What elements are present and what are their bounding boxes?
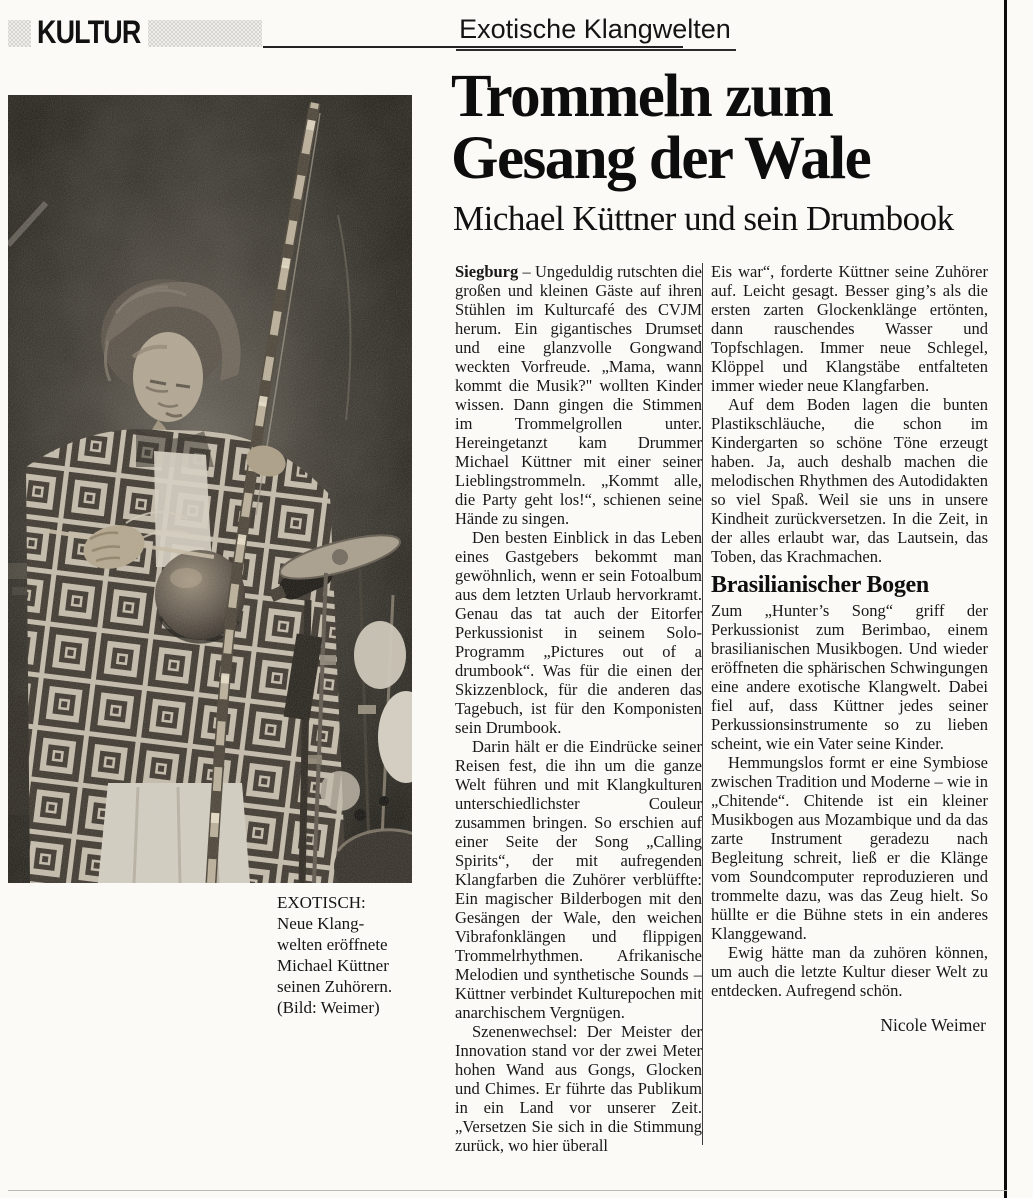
paragraph: Hemmungslos formt er eine Symbiose zwischen Tradition und Moderne – wie in „Chitende“. Chitende ist ein kleiner Musikbogen aus Mozambique und da das zarte Instrument geradezu nach Begleitung schreit, ließ er die Klänge vom Soundcomputer reproduzieren und trommelte dazu, was das Zeug hielt. So hüllte er die Bühne stets in ein anderes Klanggewand. [711,753,988,943]
paragraph: Zum „Hunter’s Song“ griff der Perkussionist zum Berimbao, einem brasilianischen Musikbogen. Und wieder eröffneten die sphärischen Schwingungen eine andere exotische Klangwelt. Dabei fiel auf, dass Küttner jedes seiner Perkussionsinstrumente so zu lieben scheint, wie ein Vater seine Kinder. [711,601,988,753]
dateline: Siegburg [455,262,519,281]
byline: Nicole Weimer [880,1015,986,1035]
headline-line-2: Gesang der Wale [451,125,871,193]
paragraph: Darin hält er die Eindrücke seiner Reisen fest, die ihn um die ganze Welt führen und mit Klangkulturen unterschiedlichster Couleur zusammen bringen. So erschien auf einer Seite der Song „Calling Spirits“, der mit aufregenden Klangfarben die Zuhörer verblüffte: Ein magischer Bilderbogen mit den Gesängen der Wale, den weichen Vibrafonklängen und flippigen Trommelrhythmen. Afrikanische Melodien und synthetische Sounds – Küttner verbindet Kulturepochen mit anarchischem Vergnügen. [455,737,702,1022]
crosshead: Brasilianischer Bogen [711,572,929,598]
caption-line: seinen Zuhörern. [277,977,393,996]
caption-line: welten eröffnete [277,935,388,954]
photo-caption [277,892,427,1018]
halftone-bar [148,20,262,47]
paragraph: Ewig hätte man da zuhören können, um auch die letzte Kultur dieser Welt zu entdecken. Aufregend schön. [711,943,988,1000]
page-edge-rule [1004,0,1007,1198]
column-divider [702,263,703,1145]
deck: Michael Küttner und sein Drumbook [453,199,954,238]
paragraph-lead [455,262,702,528]
paragraph: Eis war“, forderte Küttner seine Zuhörer auf. Leicht gesagt. Besser ging’s als die ersten zarten Glockenklänge ertönten, dann rauschendes Wasser und Topfschlagen. Immer neue Schlegel, Klöppel und Klangstäbe entfalteten immer wieder neue Klangfarben. [711,262,988,395]
paragraph: Szenenwechsel: Der Meister der Innovation stand vor der zwei Meter hohen Wand aus Gongs, Glocken und Chimes. Er führte das Publikum in ein Land vor unserer Zeit. „Versetzen Sie sich in die Stimmung zurück, wo hier überall [455,1022,702,1155]
article-photo [8,95,412,883]
paragraph: Auf dem Boden lagen die bunten Plastikschläuche, die schon im Kindergarten so schöne Töne erzeugt haben. Ja, auch deshalb machen die melodischen Rhythmen des Autodidakten so viel Spaß. Weil sie uns in unsere Kindheit zurückversetzen. In die Zeit, in der alles erlaubt war, das Lautsein, das Toben, das Krachmachen. [711,395,988,566]
headline [451,63,1011,193]
body-column-1 [455,262,702,1155]
masthead-rule [263,46,683,48]
bottom-rule [8,1190,1007,1191]
stage-photo-illustration [8,95,412,883]
kicker-underline [456,49,736,51]
caption-line: Neue Klang- [277,914,365,933]
body-column-2 [711,262,988,1035]
halftone-square [8,20,31,47]
paragraph: Den besten Einblick in das Leben eines Gastgebers bekommt man gewöhnlich, wenn er sein Fotoalbum aus dem letzten Urlaub hervorkramt. Genau das tat auch der Eitorfer Perkussionist in seinem Solo-Programm „Pictures out of a drumbook“. Was für die einen der Skizzenblock, für die anderen das Tagebuch, ist für den Komponisten sein Drumbook. [455,528,702,737]
headline-line-1: Trommeln zum [451,63,833,130]
kicker: Exotische Klangwelten [459,14,731,44]
caption-line: Michael Küttner [277,956,389,975]
paragraph-text: – Ungeduldig rutschten die großen und kleinen Gäste auf ihren Stühlen im Kulturcafé des CVJM herum. Ein gigantisches Drumset und eine glanzvolle Gongwand weckten Vorfreude. „Mama, wann kommt die Musik?" wollten Kinder wissen. Dann gingen die Stimmen im Trommelgrollen unter. Hereingetanzt kam Drummer Michael Küttner mit einer seiner Lieblingstrommeln. „Kommt alle, die Party geht los!“, schienen seine Hände zu singen. [455,262,702,528]
caption-line: (Bild: Weimer) [277,998,380,1017]
caption-line: EXOTISCH: [277,893,366,912]
section-label: KULTUR [37,14,141,50]
